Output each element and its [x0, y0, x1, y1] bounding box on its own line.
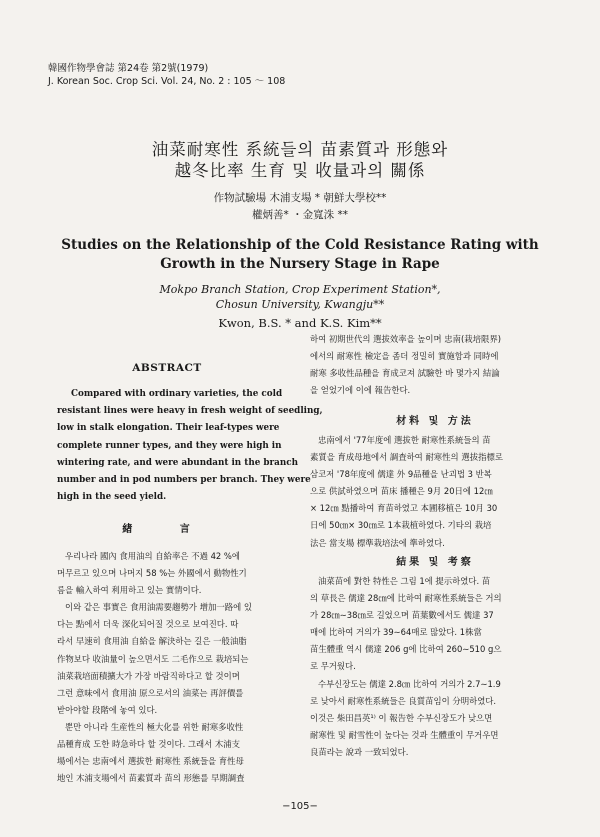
intro-line: 름을 輸入하여 利用하고 있는 實情이다.: [57, 585, 202, 596]
methods-line: × 12㎝ 點播하여 育苗하였고 本圃移植은 10月 30: [310, 503, 498, 514]
intro-line: 라서 早速히 食用油 自給을 解決하는 길은 一般油脂: [57, 636, 247, 647]
results-line: 로 무거웠다.: [310, 661, 356, 672]
title-en-line-2: Growth in the Nursery Stage in Rape: [160, 256, 440, 272]
intro-line: 作物보다 收油量이 높으면서도 二毛作으로 栽培되는: [57, 653, 249, 664]
intro-line: 받아야할 段階에 놓여 있다.: [57, 704, 158, 715]
intro-line: 머무르고 있으며 나머지 58 %는 外國에서 動物性기: [57, 568, 247, 579]
authors-en: Kwon, B.S. * and K.S. Kim**: [218, 316, 382, 330]
intro-line: 하여 初期世代의 選拔效率을 높이며 忠南(栽培限界): [310, 334, 502, 344]
methods-line: 忠南에서 '77年度에 選拔한 耐寒性系統들의 苗: [318, 435, 491, 445]
intro-line: 에서의 耐寒性 檢定을 좀더 정밀히 實施함과 同時에: [310, 351, 499, 362]
methods-line: 日에 50㎝× 30㎝로 1本栽植하였다. 기타의 栽培: [310, 520, 492, 531]
abstract-line: complete runner types, and they were high in: [57, 440, 282, 451]
results-line: 苗生體重 역시 儒達 206 g에 比하여 260∼510 g으: [310, 644, 502, 655]
methods-heading: 材料 및 方法: [396, 416, 474, 427]
abstract-heading: ABSTRACT: [132, 362, 202, 374]
abstract-line: high in the seed yield.: [57, 492, 167, 503]
methods-body: [310, 432, 560, 552]
abstract-line: wintering rate, and were abundant in the branch: [57, 457, 299, 468]
journal-header: [48, 62, 285, 88]
intro-line: 우리나라 國內 食用油의 自給率은 不過 42 %에: [65, 551, 240, 561]
title-en-line-1: Studies on the Relationship of the Cold Resistance Rating with: [61, 237, 539, 253]
abstract-line: low in stalk elongation. Their leaf-types were: [57, 423, 280, 434]
intro-line: 뿐만 아니라 生産性의 極大化를 위한 耐寒多收性: [65, 721, 244, 732]
intro-line: 그런 意味에서 食用油 原으로서의 油菜는 再評價를: [57, 687, 244, 698]
results-line: 이것은 柴田昌英¹⁾ 이 報告한 수부신장도가 낮으면: [310, 712, 493, 723]
abstract-line: number and in pod numbers per branch. They were: [57, 475, 311, 486]
affiliation-en-line-2: Chosun University, Kwangju**: [215, 298, 385, 311]
intro-line: 耐寒 多收性品種을 育成코져 試驗한 바 몇가지 結論: [310, 368, 500, 379]
affiliation-en-line-1: Mokpo Branch Station, Crop Experiment Station*,: [159, 283, 441, 296]
results-line: 耐寒性 및 耐雪性이 높다는 것과 生體重이 무거우면: [310, 729, 499, 740]
authors-ko: 權炳善* ・金寬洙 **: [252, 209, 348, 221]
methods-line: 삼코저 '78年度에 儒達 外 9品種을 난괴법 3 반복: [310, 469, 492, 480]
methods-line: 素質을 育成母地에서 調査하여 耐寒性의 選拔指標로: [310, 452, 503, 463]
methods-line: 法은 當支場 標準栽培法에 準하였다.: [310, 537, 445, 548]
page-number: −105−: [282, 801, 318, 812]
intro-line: 이와 같은 事實은 食用油需要趨勢가 增加一路에 있: [65, 602, 252, 613]
abstract-body: [57, 386, 323, 506]
abstract-line: Compared with ordinary varieties, the cold: [71, 389, 283, 399]
results-line: 가 28㎝∼38㎝로 길었으며 苗葉數에서도 儒達 37: [310, 610, 494, 621]
results-line: 매에 比하여 거의가 39∼64매로 많았다. 1株當: [310, 627, 482, 638]
results-line: 油菜苗에 對한 特性은 그림 1에 提示하였다. 苗: [318, 576, 491, 586]
title-ko-line-2: 越冬比率 生育 및 收量과의 關係: [174, 161, 426, 180]
affiliation-ko: 作物試驗場 木浦支場 * 朝鮮大學校**: [213, 192, 387, 204]
intro-line: 場에서는 忠南에서 選拔한 耐寒性 系統들을 育性母: [57, 756, 244, 767]
abstract-line: resistant lines were heavy in fresh weight of seedling,: [57, 406, 323, 417]
intro-line: 油菜栽培面積擴大가 가장 바람직하다고 할 것이며: [57, 670, 240, 681]
intro-line: 地인 木浦支場에서 苗素質과 苗의 形態를 早期調査: [57, 773, 245, 784]
intro-heading: 緖 言: [122, 524, 212, 535]
intro-line: 品種育成 도한 時急하다 할 것이다. 그래서 木浦支: [57, 739, 241, 750]
results-heading: 結果 및 考察: [396, 557, 474, 568]
intro-line: 을 얻었기에 이에 報告한다.: [310, 385, 411, 396]
results-body: [310, 573, 560, 761]
journal-header-en: J. Korean Soc. Crop Sci. Vol. 24, No. 2 : 105 ～ 108: [48, 76, 286, 87]
results-line: 良苗라는 說과 一致되었다.: [310, 746, 409, 757]
intro-line: 다는 點에서 더욱 深化되어질 것으로 보여진다. 따: [57, 619, 239, 630]
methods-line: 으로 供試하였으며 苗床 播種은 9月 20日에 12㎝: [310, 486, 493, 497]
journal-header-ko: 韓國作物學會誌 第24卷 第2號(1979): [48, 63, 209, 74]
results-line: 의 草長은 儒達 28㎝에 比하여 耐寒性系統들은 거의: [310, 593, 502, 604]
results-line: 수부신장도는 儒達 2.8㎝ 比하여 거의가 2.7∼1.9: [318, 678, 501, 689]
intro-continued: [310, 331, 560, 399]
intro-body: [57, 548, 297, 787]
title-ko-line-1: 油菜耐寒性 系統들의 苗素質과 形態와: [151, 140, 449, 159]
results-line: 로 낮아서 耐寒性系統들은 良質苗임이 分明하였다.: [310, 695, 497, 706]
